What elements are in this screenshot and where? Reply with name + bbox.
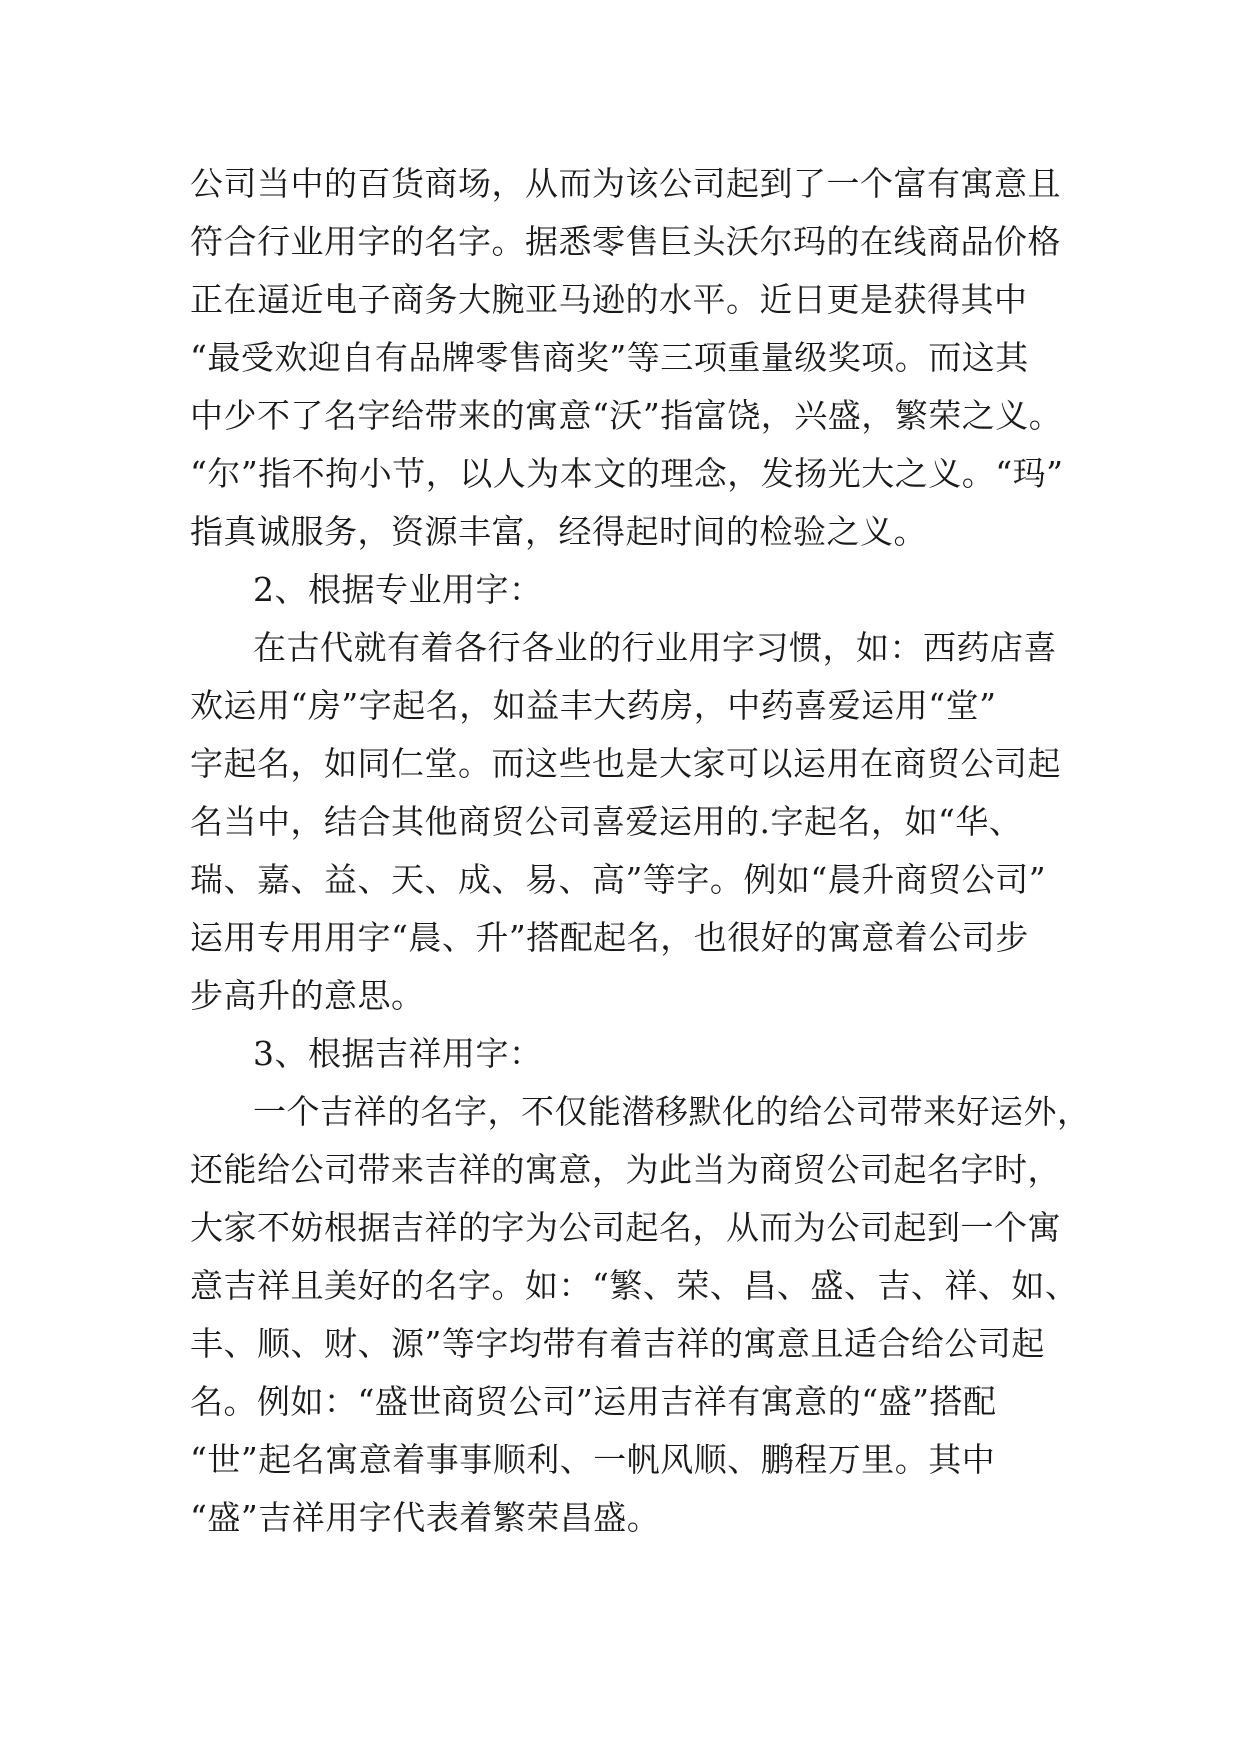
paragraph-line: 瑞、嘉、益、天、成、易、高”等字。例如“晨升商贸公司” (190, 860, 1047, 899)
paragraph-line: 意吉祥且美好的名字。如：“繁、荣、昌、盛、吉、祥、如、 (190, 1266, 1079, 1305)
paragraph-line: 在古代就有着各行各业的行业用字习惯，如：西药店喜 (253, 628, 1057, 667)
section-heading: 3、根据吉祥用字： (253, 1034, 543, 1073)
paragraph-line: 公司当中的百货商场，从而为该公司起到了一个富有寓意且 (190, 164, 1061, 203)
paragraph-line: “盛”吉祥用字代表着繁荣昌盛。 (190, 1498, 661, 1537)
paragraph-line: 字起名，如同仁堂。而这些也是大家可以运用在商贸公司起 (190, 744, 1061, 783)
paragraph-line: 还能给公司带来吉祥的寓意，为此当为商贸公司起名字时， (190, 1150, 1061, 1189)
section-heading: 2、根据专业用字： (253, 570, 543, 609)
paragraph-line: 丰、顺、财、源”等字均带有着吉祥的寓意且适合给公司起 (190, 1324, 1045, 1363)
paragraph-line: 符合行业用字的名字。据悉零售巨头沃尔玛的在线商品价格 (190, 222, 1061, 261)
paragraph-line: “世”起名寓意着事事顺利、一帆风顺、鹏程万里。其中 (190, 1440, 996, 1479)
paragraph-line: 正在逼近电子商务大腕亚马逊的水平。近日更是获得其中 (190, 280, 1028, 319)
paragraph-line: 步高升的意思。 (190, 976, 425, 1015)
paragraph-line: 中少不了名字给带来的寓意“沃”指富饶，兴盛，繁荣之义。 (190, 396, 1063, 435)
paragraph-line: 欢运用“房”字起名，如益丰大药房，中药喜爱运用“堂” (190, 686, 997, 725)
paragraph-line: 名。例如：“盛世商贸公司”运用吉祥有寓意的“盛”搭配 (190, 1382, 997, 1421)
paragraph-line: 运用专用用字“晨、升”搭配起名，也很好的寓意着公司步 (190, 918, 1029, 957)
paragraph-line: 一个吉祥的名字，不仅能潜移默化的给公司带来好运外， (253, 1092, 1091, 1131)
paragraph-line: 指真诚服务，资源丰富，经得起时间的检验之义。 (190, 512, 927, 551)
paragraph-line: 大家不妨根据吉祥的字为公司起名，从而为公司起到一个寓 (190, 1208, 1061, 1247)
paragraph-line: 名当中，结合其他商贸公司喜爱运用的.字起名，如“华、 (190, 802, 1023, 841)
paragraph-line: “最受欢迎自有品牌零售商奖”等三项重量级奖项。而这其 (190, 338, 1029, 377)
paragraph-line: “尔”指不拘小节，以人为本文的理念，发扬光大之义。“玛” (190, 454, 1064, 493)
